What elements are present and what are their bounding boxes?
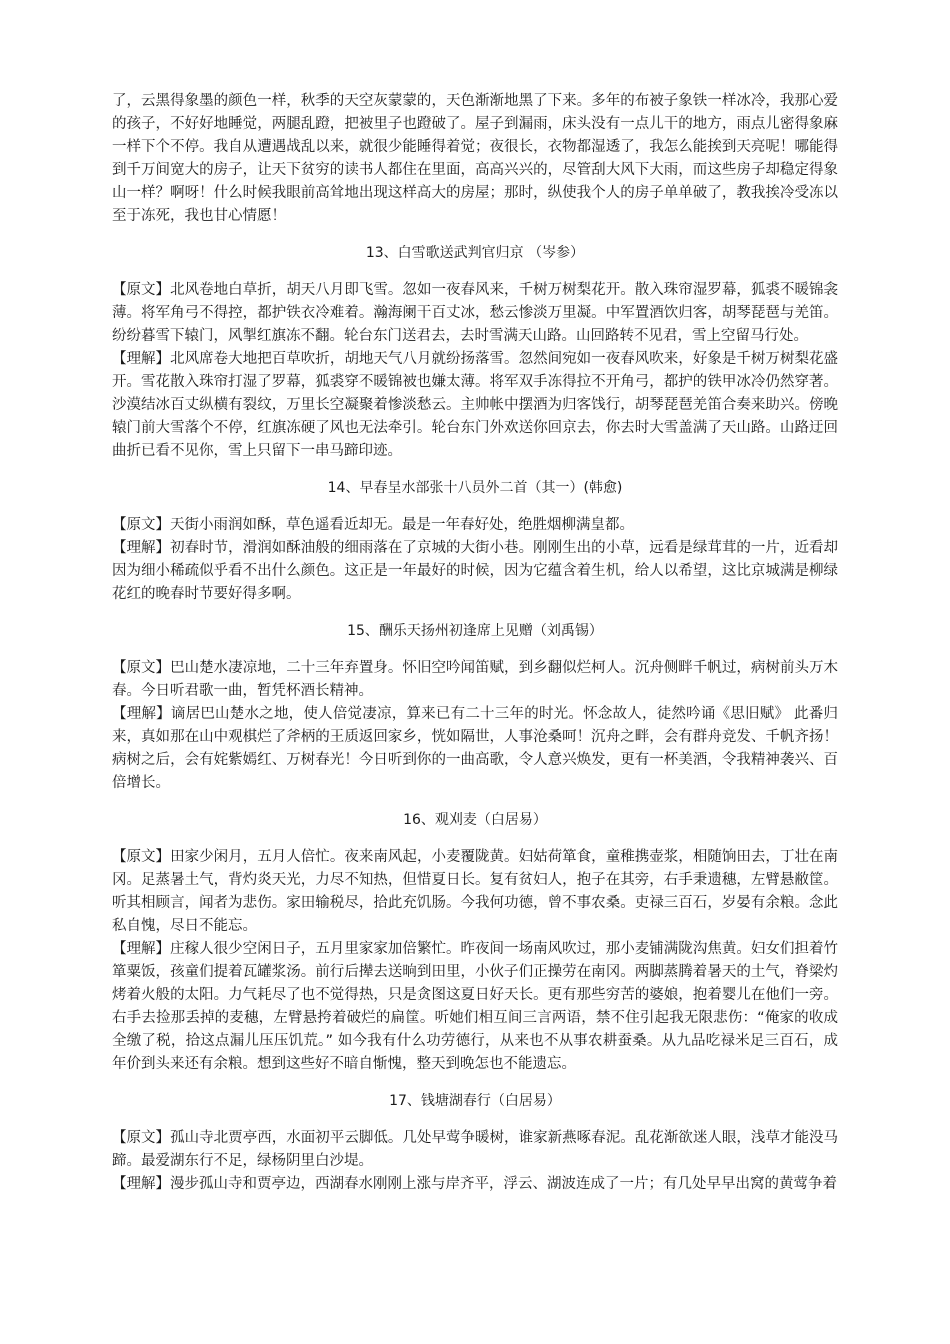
explain-text: [112, 703, 838, 795]
explain-text: [112, 348, 838, 463]
poem-section-14: [112, 477, 838, 606]
section-title: 13、白雪歌送武判官归京 （岑参）: [365, 245, 585, 261]
original-text: [112, 279, 838, 348]
original-tag: 【原文】: [112, 849, 171, 865]
explain-body: 庄稼人很少空闲日子，五月里家家加倍繁忙。昨夜间一场南风吹过，那小麦铺满陇沟焦黄。妇女们担着竹箪粟饭，孩童们提着瓦罐浆汤。前行后撵去送晌到田里，小伙子们正操劳在南冈。两脚蒸腾着暑天的土气，脊梁灼烤着火般的太阳。力气耗尽了也不觉得热，只是贪图这夏日好天长。更有那些穷苦的婆娘，抱着婴儿在他们一旁。右手去捡那丢掉的麦穗，左臂悬挎着破烂的扁筐。听她们相互间三言两语，禁不住引起我无限悲伤：“俺家的收成全缴了税，拾这点漏儿压压饥荒。” 如今我有什么功劳德行，从来也不从事农耕蚕桑。从九品吃禄米足三百石，成年价到头来还有余粮。想到这些好不暗自惭愧，整天到晚怎也不能遗忘。: [112, 941, 839, 1072]
original-body: 巴山楚水凄凉地，二十三年弃置身。怀旧空吟闻笛赋，到乡翻似烂柯人。沉舟侧畔千帆过，病树前头万木春。今日听君歌一曲，暂凭杯酒长精神。: [112, 660, 839, 699]
original-text: [112, 514, 838, 537]
intro-paragraph: 了，云黑得象墨的颜色一样，秋季的天空灰蒙蒙的，天色渐渐地黑了下来。多年的布被子象铁一样冰冷，我那心爱的孩子，不好好地睡觉，两腿乱蹬，把被里子也蹬破了。屋子到漏雨，床头没有一点儿干的地方，雨点儿密得象麻一样下个不停。我自从遭遇战乱以来，就很少能睡得着觉；夜很长，衣物都湿透了，我怎么能挨到天亮呢！哪能得到千万间宽大的房子，让天下贫穷的读书人都住在里面，高高兴兴的，尽管刮大风下大雨，而这些房子却稳定得象山一样？啊呀！什么时候我眼前高耸地出现这样高大的房屋；那时，纵使我个人的房子单单破了，教我挨冷受冻以至于冻死，我也甘心情愿！: [112, 93, 838, 224]
section-title: 14、早春呈水部张十八员外二首（其一）(韩愈): [327, 480, 623, 496]
explain-body: 漫步孤山寺和贾亭边，西湖春水刚刚上涨与岸齐平，浮云、湖波连成了一片；有几处早早出窝的黄莺争着: [170, 1176, 837, 1192]
original-body: 田家少闲月，五月人倍忙。夜来南风起，小麦覆陇黄。妇姑荷箪食，童稚携壶浆，相随饷田去，丁壮在南冈。足蒸暑土气，背灼炎天光，力尽不知热，但惜夏日长。复有贫妇人，抱子在其旁，右手秉遗穗，左臂悬敝筐。听其相顾言，闻者为悲伤。家田输税尽，拾此充饥肠。今我何功德，曾不事农桑。吏禄三百石，岁晏有余粮。念此私自愧，尽日不能忘。: [112, 849, 839, 934]
explain-tag: 【理解】: [112, 540, 171, 556]
explain-tag: 【理解】: [112, 706, 171, 722]
explain-tag: 【理解】: [112, 351, 171, 367]
poem-section-13: [112, 242, 838, 463]
explain-tag: 【理解】: [112, 1176, 170, 1192]
document-page: [112, 90, 838, 1196]
section-title: 17、钱塘湖春行（白居易）: [389, 1093, 561, 1109]
section-title: 16、观刈麦（白居易）: [403, 812, 547, 828]
section-title: 15、酬乐天扬州初逢席上见赠（刘禹锡）: [347, 623, 603, 639]
original-text: [112, 1127, 838, 1173]
explain-body: 谪居巴山楚水之地，使人倍觉凄凉，算来已有二十三年的时光。怀念故人，徒然吟诵《思旧赋》 此番归来，真如那在山中观棋烂了斧柄的王质返回家乡，恍如隔世，人事沧桑呵！沉舟之畔，会有群舟竞发、千帆齐扬！病树之后，会有姹紫嫣红、万树春光！今日听到你的一曲高歌，令人意兴焕发，更有一杯美酒，令我精神袭兴、百倍增长。: [112, 706, 838, 791]
original-tag: 【原文】: [112, 1130, 171, 1146]
explain-text: [112, 938, 838, 1076]
poem-section-17: [112, 1090, 838, 1196]
poem-section-15: [112, 620, 838, 795]
original-tag: 【原文】: [112, 517, 170, 533]
original-tag: 【原文】: [112, 282, 171, 298]
explain-text: [112, 537, 838, 606]
original-body: 天街小雨润如酥，草色遥看近却无。最是一年春好处，绝胜烟柳满皇都。: [170, 517, 634, 533]
original-text: [112, 657, 838, 703]
explain-tag: 【理解】: [112, 941, 171, 957]
explain-text: [112, 1173, 838, 1196]
explain-body: 北风席卷大地把百草吹折，胡地天气八月就纷扬落雪。忽然间宛如一夜春风吹来，好象是千树万树梨花盛开。雪花散入珠帘打湿了罗幕，狐裘穿不暖锦被也嫌太薄。将军双手冻得拉不开角弓，都护的铁甲冰冷仍然穿著。沙漠结冰百丈纵横有裂纹，万里长空凝聚着惨淡愁云。主帅帐中摆酒为归客饯行，胡琴琵琶羌笛合奏来助兴。傍晚辕门前大雪落个不停，红旗冻硬了风也无法牵引。轮台东门外欢送你回京去，你去时大雪盖满了天山路。山路迂回曲折已看不见你，雪上只留下一串马蹄印迹。: [112, 351, 839, 459]
original-text: [112, 846, 838, 938]
original-body: 北风卷地白草折，胡天八月即飞雪。忽如一夜春风来，千树万树梨花开。散入珠帘湿罗幕，狐裘不暖锦衾薄。将军角弓不得控，都护铁衣冷难着。瀚海阑干百丈冰，愁云惨淡万里凝。中军置酒饮归客，胡琴琵琶与羌笛。纷纷暮雪下辕门，风掣红旗冻不翻。轮台东门送君去，去时雪满天山路。山回路转不见君，雪上空留马行处。: [112, 282, 839, 344]
poem-section-16: [112, 809, 838, 1076]
explain-body: 初春时节，滑润如酥油般的细雨落在了京城的大街小巷。刚刚生出的小草，远看是绿茸茸的一片，近看却因为细小稀疏似乎看不出什么颜色。这正是一年最好的时候，因为它蕴含着生机，给人以希望，这比京城满是柳绿花红的晚春时节要好得多啊。: [112, 540, 839, 602]
original-tag: 【原文】: [112, 660, 171, 676]
original-body: 孤山寺北贾亭西，水面初平云脚低。几处早莺争暖树，谁家新燕啄春泥。乱花渐欲迷人眼，浅草才能没马蹄。最爱湖东行不足，绿杨阴里白沙堤。: [112, 1130, 839, 1169]
